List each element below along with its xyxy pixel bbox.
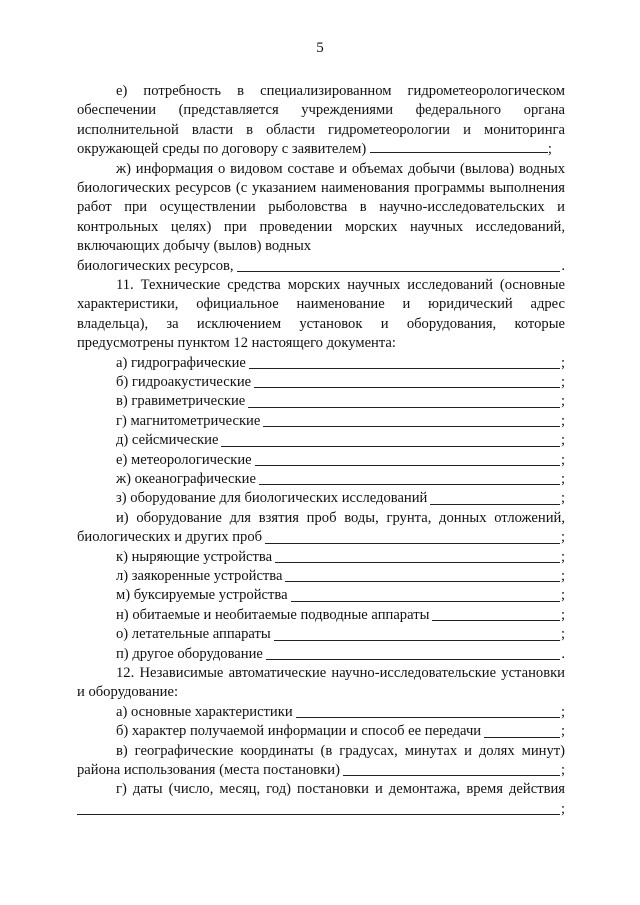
s11-item-i-last: биологических и других проб	[77, 529, 263, 546]
item-e-text: е) потребность в специализированном гидрометеорологическом обеспечении (представляется учреждениями федерального органа исполнительной власти в области гидрометеорологии и мониторинга окружающей среды по договору с заявителем)	[77, 83, 565, 158]
item-zh-paragraph	[77, 160, 565, 257]
s11-item-end: ;	[560, 432, 565, 449]
s11-item-i-fill-line	[77, 528, 565, 547]
s12-item-b-blank-line[interactable]	[484, 737, 560, 738]
s11-item-m	[77, 586, 565, 605]
s11-item-p	[77, 645, 565, 664]
s11-item-a	[77, 354, 565, 373]
page-number: 5	[316, 40, 324, 56]
s11-item-blank-line[interactable]	[248, 407, 560, 408]
s11-item-label: д) сейсмические	[116, 432, 219, 449]
s11-item-label: г) магнитометрические	[116, 412, 261, 429]
document-body	[77, 82, 565, 819]
s12-item-a-blank-line[interactable]	[296, 717, 560, 718]
s11-item-n	[77, 606, 565, 625]
s12-item-g-fill-line	[77, 800, 565, 819]
s12-item-g-end: ;	[560, 800, 565, 817]
s11-item-blank-line[interactable]	[221, 446, 560, 447]
s11-item-end: ;	[560, 490, 565, 507]
s11-item-blank-line[interactable]	[275, 562, 560, 563]
s11-item-label: к) ныряющие устройства	[116, 548, 273, 565]
s12-item-g-blank-line[interactable]	[77, 814, 560, 815]
s11-item-blank-line[interactable]	[291, 601, 560, 602]
s11-item-end: ;	[560, 393, 565, 410]
section-11-list-1	[77, 354, 565, 509]
s11-item-blank-line[interactable]	[285, 581, 559, 582]
s11-item-end: ;	[560, 374, 565, 391]
s11-item-blank-line[interactable]	[249, 368, 560, 369]
s11-item-e	[77, 451, 565, 470]
s12-item-a-end: ;	[560, 703, 565, 720]
s11-item-blank-line[interactable]	[254, 387, 560, 388]
s11-item-label: м) буксируемые устройства	[116, 587, 288, 604]
section-11-list-2	[77, 548, 565, 664]
s11-item-k	[77, 548, 565, 567]
s11-item-end: ;	[560, 587, 565, 604]
s11-item-end: .	[561, 645, 565, 662]
s11-item-label: з) оборудование для биологических исследований	[116, 490, 428, 507]
s12-item-v-end: ;	[560, 761, 565, 778]
s11-item-blank-line[interactable]	[432, 620, 560, 621]
s11-item-z	[77, 489, 565, 508]
s11-item-blank-line[interactable]	[430, 504, 560, 505]
s11-item-blank-line[interactable]	[266, 659, 560, 660]
s11-item-i-end: ;	[560, 529, 565, 546]
item-e-blank-line[interactable]	[370, 140, 548, 153]
s12-item-a	[77, 703, 565, 722]
s11-item-blank-line[interactable]	[259, 484, 560, 485]
item-zh-fill-line	[77, 257, 565, 276]
section-12-intro: 12. Независимые автоматические научно-исследовательские установки и оборудование:	[77, 664, 565, 701]
s11-item-label: л) заякоренные устройства	[116, 567, 283, 584]
item-e-end: ;	[547, 141, 552, 158]
s12-item-b-label: б) характер получаемой информации и способ ее передачи	[116, 723, 482, 740]
s11-item-i-text: и) оборудование для взятия проб воды, грунта, донных отложений,	[116, 509, 565, 526]
s11-item-g	[77, 412, 565, 431]
item-e-paragraph	[77, 82, 565, 160]
item-zh-end: .	[561, 257, 565, 274]
s12-item-g-text: г) даты (число, месяц, год) постановки и демонтажа, время действия	[116, 781, 565, 798]
s12-item-v-text: в) географические координаты (в градусах, минутах и долях минут)	[116, 742, 565, 759]
s11-item-end: ;	[560, 548, 565, 565]
s11-item-end: ;	[560, 606, 565, 623]
s11-item-end: ;	[560, 567, 565, 584]
s12-item-v-last: района использования (места постановки)	[77, 761, 340, 778]
s11-item-label: ж) океанографические	[116, 471, 256, 487]
s11-item-end: ;	[560, 412, 565, 429]
s11-item-end: ;	[560, 626, 565, 643]
s11-item-label: б) гидроакустические	[116, 374, 252, 391]
item-zh-blank-line[interactable]	[237, 271, 561, 272]
s11-item-label: о) летательные аппараты	[116, 626, 271, 643]
s11-item-b	[77, 373, 565, 392]
s11-item-l	[77, 567, 565, 586]
s11-item-end: ;	[560, 471, 565, 487]
item-zh-text: ж) информация о видовом составе и объемах добычи (вылова) водных биологических ресурсов (с указанием наименования программы выполнения работ при осуществлении рыболовства в научно-исследовательских и контрольных целях) при проведении морских научных исследований, включающих добычу (вылов) водных	[77, 160, 565, 255]
s11-item-i-blank-line[interactable]	[265, 543, 560, 544]
s11-item-label: е) метеорологические	[116, 451, 252, 468]
s11-item-label: а) гидрографические	[116, 354, 246, 371]
item-zh-last: биологических ресурсов,	[77, 257, 234, 274]
s11-item-end: ;	[560, 354, 565, 371]
s11-item-v	[77, 392, 565, 411]
s11-item-blank-line[interactable]	[274, 640, 560, 641]
s11-item-blank-line[interactable]	[255, 465, 560, 466]
s12-item-b	[77, 722, 565, 741]
s11-item-end: ;	[560, 451, 565, 468]
s11-item-label: н) обитаемые и необитаемые подводные аппараты	[116, 606, 430, 623]
s12-item-b-end: ;	[560, 723, 565, 740]
s12-item-v-blank-line[interactable]	[343, 775, 560, 776]
s11-item-label: п) другое оборудование	[116, 645, 263, 662]
s12-item-a-label: а) основные характеристики	[116, 703, 293, 720]
s12-item-v-fill-line	[77, 761, 565, 780]
section-11-intro: 11. Технические средства морских научных исследований (основные характеристики, официальное наименование и юридический адрес владельца), за исключением установок и оборудования, которые предусмотрены пунктом 12 настоящего документа:	[77, 277, 565, 352]
s11-item-o	[77, 625, 565, 644]
s11-item-d	[77, 431, 565, 450]
s11-item-label: в) гравиметрические	[116, 393, 246, 410]
s11-item-blank-line[interactable]	[263, 426, 560, 427]
s11-item-zh	[77, 470, 565, 489]
